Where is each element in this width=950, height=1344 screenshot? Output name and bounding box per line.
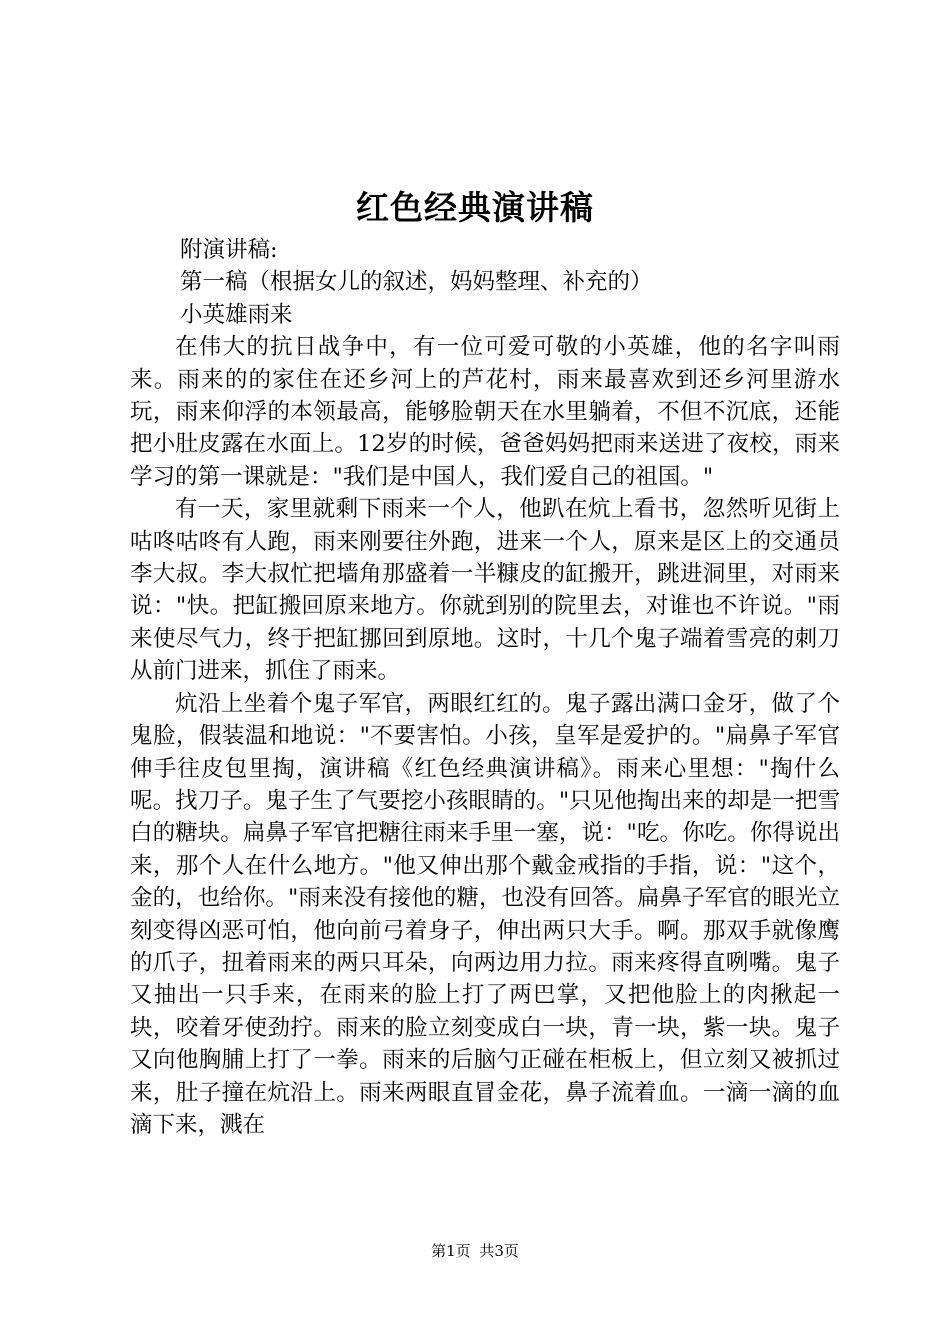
paragraph-attachment-label: 附演讲稿: <box>180 237 278 263</box>
page-total: 共3页 <box>479 1242 519 1260</box>
paragraph-1: 在伟大的抗日战争中，有一位可爱可敬的小英雄，他的名字叫雨来。雨来的的家住在还乡河上的芦花村，雨来最喜欢到还乡河里游水玩，雨来仰浮的本领最高，能够脸朝天在水里躺着，不但不沉底，还能把小肚皮露在水面上。12岁的时候，爸爸妈妈把雨来送进了夜校，雨来学习的第一课就是："我们是中国人，我们爱自己的祖国。" <box>130 334 840 490</box>
paragraph-story-title: 小英雄雨来 <box>180 301 293 328</box>
document-title: 红色经典演讲稿 <box>356 188 594 227</box>
page-number: 第1页 <box>431 1242 471 1260</box>
page-footer <box>0 1241 950 1261</box>
paragraph-2: 有一天，家里就剩下雨来一个人，他趴在炕上看书，忽然听见街上咕咚咕咚有人跑，雨来刚要往外跑，进来一个人，原来是区上的交通员李大叔。李大叔忙把墙角那盛着一半糠皮的缸搬开，跳进洞里，对雨来说："快。把缸搬回原来地方。你就到别的院里去，对谁也不许说。"雨来使尽气力，终于把缸挪回到原地。这时，十几个鬼子端着雪亮的刺刀从前门进来，抓住了雨来。 <box>130 496 840 685</box>
document-body <box>130 234 840 1141</box>
paragraph-3: 炕沿上坐着个鬼子军官，两眼红红的。鬼子露出满口金牙，做了个鬼脸，假装温和地说："不要害怕。小孩，皇军是爱护的。"扁鼻子军官伸手往皮包里掏，演讲稿《红色经典演讲稿》。雨来心里想："掏什么呢。找刀子。鬼子生了气要挖小孩眼睛的。"只见他掏出来的却是一把雪白的糖块。扁鼻子军官把糖往雨来手里一塞，说："吃。你吃。你得说出来，那个人在什么地方。"他又伸出那个戴金戒指的手指，说："这个，金的，也给你。"雨来没有接他的糖，也没有回答。扁鼻子军官的眼光立刻变得凶恶可怕，他向前弓着身子，伸出两只大手。啊。那双手就像鹰的爪子，扭着雨来的两只耳朵，向两边用力拉。雨来疼得直咧嘴。鬼子又抽出一只手来，在雨来的脸上打了两巴掌，又把他脸上的肉揪起一块，咬着牙使劲拧。雨来的脸立刻变成白一块，青一块，紫一块。鬼子又向他胸脯上打了一拳。雨来的后脑勺正碰在柜板上，但立刻又被抓过来，肚子撞在炕沿上。雨来两眼直冒金花，鼻子流着血。一滴一滴的血滴下来，溅在 <box>130 690 840 1138</box>
paragraph-draft-heading: 第一稿（根据女儿的叙述，妈妈整理、补充的） <box>180 269 653 296</box>
